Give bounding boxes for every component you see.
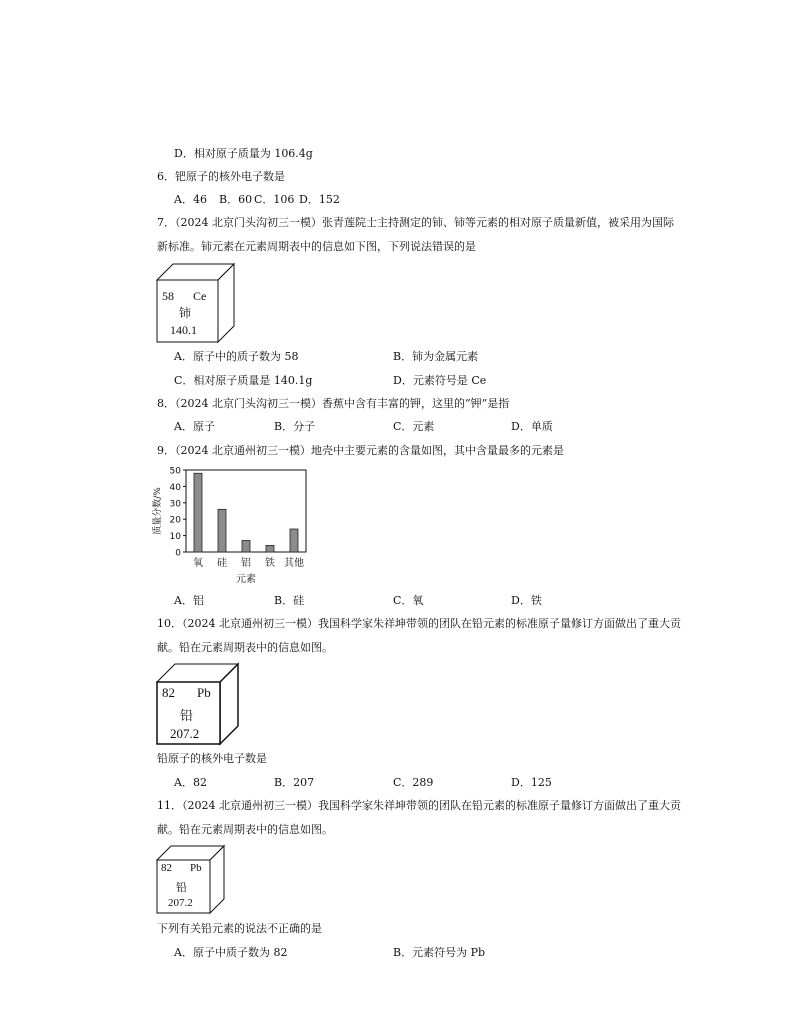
- element-mass: 207.2: [168, 897, 193, 909]
- q9-option-d: D．铁: [511, 594, 542, 607]
- q7-option-b: B．铈为金属元素: [393, 350, 479, 363]
- y-axis-label: 质量分数/%: [153, 487, 163, 535]
- q11-option-b: B．元素符号为 Pb: [393, 946, 486, 959]
- y-tick-label: 40: [169, 482, 181, 493]
- bar-chart: [150, 462, 330, 592]
- y-tick-label: 10: [169, 532, 181, 543]
- question-6: 6．钯原子的核外电子数是: [157, 170, 285, 183]
- element-number: 58: [162, 289, 174, 303]
- question-10-line1: 10．（2024 北京通州初三一模）我国科学家朱祥坤带领的团队在铅元素的标准原子量修订方面做出了重大贡: [157, 617, 681, 630]
- q8-option-c: C．元素: [393, 420, 435, 433]
- q7-option-d: D．元素符号是 Ce: [393, 374, 487, 387]
- q10-option-b: B．207: [274, 776, 315, 789]
- q9-option-b: B．硅: [274, 594, 305, 607]
- bar: [218, 509, 226, 552]
- element-number: 82: [161, 862, 172, 874]
- question-10-stem: 铅原子的核外电子数是: [157, 752, 267, 765]
- q8-option-a: A．原子: [174, 420, 215, 433]
- x-tick-label: 其他: [284, 558, 304, 569]
- element-card-pb-1: [157, 662, 241, 746]
- option-d-prev: D．相对原子质量为 106.4g: [174, 147, 313, 160]
- y-tick-label: 30: [169, 499, 181, 510]
- question-11-line2: 献。铅在元素周期表中的信息如图。: [157, 823, 333, 836]
- element-card-pb-2: [157, 845, 227, 915]
- question-11-stem: 下列有关铅元素的说法不正确的是: [157, 922, 322, 935]
- q7-option-c: C．相对原子质量是 140.1g: [174, 374, 313, 387]
- q6-option-b: B．60: [219, 193, 253, 206]
- element-mass: 207.2: [170, 726, 200, 741]
- element-name: 铅: [176, 882, 187, 894]
- element-symbol: Pb: [190, 862, 202, 874]
- question-7-line2: 新标准。铈元素在元素周期表中的信息如下图，下列说法错误的是: [157, 240, 476, 253]
- q9-option-c: C．氧: [393, 594, 424, 607]
- element-number: 82: [162, 685, 175, 700]
- bar: [266, 545, 274, 552]
- question-11-line1: 11．（2024 北京通州初三一模）我国科学家朱祥坤带领的团队在铅元素的标准原子量修订方面做出了重大贡: [157, 799, 681, 812]
- question-8: 8．（2024 北京门头沟初三一模）香蕉中含有丰富的钾，这里的“钾”是指: [157, 397, 510, 410]
- element-card-ce: [157, 262, 237, 344]
- element-name: 铈: [179, 306, 192, 320]
- q6-option-a: A．46: [174, 193, 207, 206]
- bar: [290, 529, 298, 552]
- y-tick-label: 20: [169, 515, 181, 526]
- element-symbol: Pb: [197, 685, 211, 700]
- q11-option-a: A．原子中质子数为 82: [174, 946, 288, 959]
- x-axis-label: 元素: [236, 574, 256, 585]
- q6-option-d: D．152: [299, 193, 340, 206]
- bar: [242, 541, 250, 552]
- q8-option-d: D．单质: [511, 420, 553, 433]
- q9-option-a: A．铝: [174, 594, 204, 607]
- element-symbol: Ce: [193, 289, 207, 303]
- q10-option-d: D．125: [511, 776, 552, 789]
- chart-svg: [150, 462, 330, 592]
- y-tick-label: 50: [169, 466, 181, 477]
- q7-option-a: A．原子中的质子数为 58: [174, 350, 299, 363]
- q10-option-a: A．82: [174, 776, 207, 789]
- question-7-line1: 7．（2024 北京门头沟初三一模）张青莲院士主持测定的铈、铈等元素的相对原子质量新值，被采用为国际: [157, 216, 674, 229]
- bar: [194, 473, 202, 552]
- x-tick-label: 铝: [241, 558, 251, 569]
- x-tick-label: 氧: [193, 558, 203, 569]
- plot-frame: [186, 470, 306, 552]
- x-tick-label: 铁: [265, 558, 275, 569]
- x-tick-label: 硅: [217, 558, 227, 569]
- q10-option-c: C．289: [393, 776, 434, 789]
- question-10-line2: 献。铅在元素周期表中的信息如图。: [157, 641, 333, 654]
- question-9: 9．（2024 北京通州初三一模）地壳中主要元素的含量如图，其中含量最多的元素是: [157, 444, 564, 457]
- y-tick-label: 0: [175, 548, 181, 559]
- element-mass: 140.1: [170, 323, 197, 337]
- q8-option-b: B．分子: [274, 420, 316, 433]
- element-name: 铅: [180, 708, 194, 723]
- q6-option-c: C．106: [254, 193, 295, 206]
